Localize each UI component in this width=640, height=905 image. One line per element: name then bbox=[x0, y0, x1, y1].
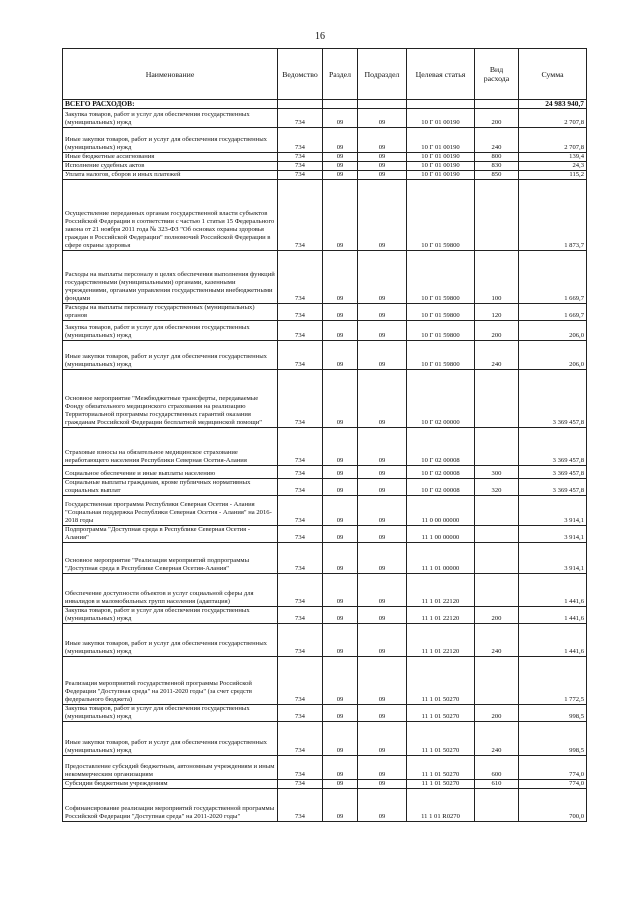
cell-target: 10 Г 01 59800 bbox=[407, 180, 475, 251]
cell-sum: 700,0 bbox=[519, 789, 587, 822]
cell-dept: 734 bbox=[278, 153, 323, 162]
cell-subsection: 09 bbox=[358, 526, 407, 543]
table-row bbox=[63, 780, 587, 789]
cell-type: 120 bbox=[475, 304, 519, 321]
cell-subsection: 09 bbox=[358, 466, 407, 479]
cell-type: 800 bbox=[475, 153, 519, 162]
cell-type bbox=[475, 370, 519, 428]
header-subsection: Подраздел bbox=[358, 49, 407, 100]
cell-subsection: 09 bbox=[358, 574, 407, 607]
cell-name: Закупка товаров, работ и услуг для обеспечения государственных (муниципальных) нужд bbox=[63, 321, 278, 341]
cell-section: 09 bbox=[323, 526, 358, 543]
cell-type: 200 bbox=[475, 705, 519, 722]
cell-section: 09 bbox=[323, 341, 358, 370]
table-row bbox=[63, 370, 587, 428]
cell-subsection: 09 bbox=[358, 756, 407, 780]
cell-name: Подпрограмма "Доступная среда в Республике Северная Осетия - Алания" bbox=[63, 526, 278, 543]
cell-subsection: 09 bbox=[358, 341, 407, 370]
cell-name: Уплата налогов, сборов и иных платежей bbox=[63, 171, 278, 180]
cell-name: Государственная программа Республики Северная Осетия - Алания "Социальная поддержка Республики Северная Осетия - Алания" на 2016-2018 годы bbox=[63, 496, 278, 526]
cell-section: 09 bbox=[323, 370, 358, 428]
cell-type: 600 bbox=[475, 756, 519, 780]
cell-name: Субсидии бюджетным учреждениям bbox=[63, 780, 278, 789]
cell-subsection: 09 bbox=[358, 180, 407, 251]
cell-sum: 3 914,1 bbox=[519, 543, 587, 574]
cell-sum: 1 873,7 bbox=[519, 180, 587, 251]
cell-section: 09 bbox=[323, 321, 358, 341]
cell-section bbox=[323, 100, 358, 109]
budget-table bbox=[62, 48, 587, 822]
cell-dept: 734 bbox=[278, 479, 323, 496]
cell-subsection: 09 bbox=[358, 624, 407, 657]
cell-target: 10 Г 01 59800 bbox=[407, 341, 475, 370]
cell-section: 09 bbox=[323, 479, 358, 496]
cell-dept: 734 bbox=[278, 526, 323, 543]
cell-dept: 734 bbox=[278, 780, 323, 789]
cell-section: 09 bbox=[323, 657, 358, 705]
cell-type: 200 bbox=[475, 321, 519, 341]
table-row bbox=[63, 722, 587, 756]
cell-type: 830 bbox=[475, 162, 519, 171]
cell-dept: 734 bbox=[278, 722, 323, 756]
cell-section: 09 bbox=[323, 722, 358, 756]
cell-target: 10 Г 02 00008 bbox=[407, 466, 475, 479]
cell-subsection: 09 bbox=[358, 496, 407, 526]
header-name: Наименование bbox=[63, 49, 278, 100]
cell-sum: 206,0 bbox=[519, 341, 587, 370]
cell-subsection: 09 bbox=[358, 370, 407, 428]
table-row bbox=[63, 428, 587, 466]
cell-section: 09 bbox=[323, 171, 358, 180]
cell-section: 09 bbox=[323, 789, 358, 822]
cell-target: 11 1 01 50270 bbox=[407, 722, 475, 756]
cell-sum: 206,0 bbox=[519, 321, 587, 341]
cell-target: 10 Г 01 00190 bbox=[407, 162, 475, 171]
cell-name: Софинансирование реализации мероприятий государственной программы Российской Федерации "Доступная среда" на 2011-2020 годы" bbox=[63, 789, 278, 822]
table-row bbox=[63, 705, 587, 722]
cell-type: 850 bbox=[475, 171, 519, 180]
cell-section: 09 bbox=[323, 162, 358, 171]
cell-dept: 734 bbox=[278, 109, 323, 128]
cell-target: 11 1 01 50270 bbox=[407, 756, 475, 780]
cell-type: 610 bbox=[475, 780, 519, 789]
cell-subsection bbox=[358, 100, 407, 109]
cell-target: 11 1 01 R0270 bbox=[407, 789, 475, 822]
cell-type: 240 bbox=[475, 341, 519, 370]
cell-sum: 3 914,1 bbox=[519, 496, 587, 526]
cell-dept: 734 bbox=[278, 466, 323, 479]
cell-name: Основное мероприятие "Реализация мероприятий подпрограммы "Доступная среда в Республике Северная Осетия-Алания" bbox=[63, 543, 278, 574]
cell-type: 300 bbox=[475, 466, 519, 479]
cell-dept: 734 bbox=[278, 251, 323, 304]
cell-sum: 1 669,7 bbox=[519, 251, 587, 304]
table-row bbox=[63, 789, 587, 822]
cell-subsection: 09 bbox=[358, 428, 407, 466]
table-row bbox=[63, 526, 587, 543]
cell-subsection: 09 bbox=[358, 789, 407, 822]
cell-type: 320 bbox=[475, 479, 519, 496]
cell-name: Социальное обеспечение и иные выплаты населению bbox=[63, 466, 278, 479]
table-header-row bbox=[63, 49, 587, 100]
cell-name: Закупка товаров, работ и услуг для обеспечения государственных (муниципальных) нужд bbox=[63, 109, 278, 128]
cell-sum: 24 983 940,7 bbox=[519, 100, 587, 109]
cell-target: 11 1 01 00000 bbox=[407, 543, 475, 574]
cell-sum: 3 369 457,8 bbox=[519, 428, 587, 466]
header-target: Целевая статья bbox=[407, 49, 475, 100]
cell-sum: 998,5 bbox=[519, 705, 587, 722]
cell-name: Обеспечение доступности объектов и услуг социальной сферы для инвалидов и маломобильных групп населения (адаптация) bbox=[63, 574, 278, 607]
cell-sum: 998,5 bbox=[519, 722, 587, 756]
table-row bbox=[63, 109, 587, 128]
cell-dept: 734 bbox=[278, 162, 323, 171]
cell-section: 09 bbox=[323, 153, 358, 162]
table-row bbox=[63, 543, 587, 574]
cell-type bbox=[475, 789, 519, 822]
cell-dept: 734 bbox=[278, 171, 323, 180]
cell-type: 240 bbox=[475, 624, 519, 657]
cell-type bbox=[475, 543, 519, 574]
cell-section: 09 bbox=[323, 304, 358, 321]
header-dept: Ведомство bbox=[278, 49, 323, 100]
cell-name: Расходы на выплаты персоналу государственных (муниципальных) органов bbox=[63, 304, 278, 321]
table-row bbox=[63, 624, 587, 657]
cell-target: 11 0 00 00000 bbox=[407, 496, 475, 526]
cell-dept bbox=[278, 100, 323, 109]
cell-type: 240 bbox=[475, 128, 519, 153]
cell-sum: 139,4 bbox=[519, 153, 587, 162]
cell-target: 10 Г 01 00190 bbox=[407, 171, 475, 180]
cell-sum: 774,0 bbox=[519, 756, 587, 780]
cell-sum: 3 914,1 bbox=[519, 526, 587, 543]
cell-sum: 774,0 bbox=[519, 780, 587, 789]
cell-dept: 734 bbox=[278, 756, 323, 780]
cell-name: Исполнение судебных актов bbox=[63, 162, 278, 171]
cell-section: 09 bbox=[323, 607, 358, 624]
header-section: Раздел bbox=[323, 49, 358, 100]
cell-type bbox=[475, 180, 519, 251]
cell-target: 11 1 01 50270 bbox=[407, 780, 475, 789]
table-row bbox=[63, 128, 587, 153]
cell-sum: 2 707,8 bbox=[519, 128, 587, 153]
cell-subsection: 09 bbox=[358, 304, 407, 321]
cell-sum: 115,2 bbox=[519, 171, 587, 180]
cell-target: 10 Г 01 00190 bbox=[407, 128, 475, 153]
cell-type bbox=[475, 428, 519, 466]
cell-section: 09 bbox=[323, 251, 358, 304]
cell-type bbox=[475, 574, 519, 607]
cell-type bbox=[475, 100, 519, 109]
cell-name: Предоставление субсидий бюджетным, автономным учреждениям и иным некоммерческим организациям bbox=[63, 756, 278, 780]
table-row bbox=[63, 321, 587, 341]
cell-subsection: 09 bbox=[358, 705, 407, 722]
table-row bbox=[63, 153, 587, 162]
cell-dept: 734 bbox=[278, 370, 323, 428]
cell-sum: 1 669,7 bbox=[519, 304, 587, 321]
cell-type: 100 bbox=[475, 251, 519, 304]
cell-dept: 734 bbox=[278, 321, 323, 341]
table-row bbox=[63, 251, 587, 304]
cell-target: 10 Г 01 59800 bbox=[407, 321, 475, 341]
page-number: 16 bbox=[315, 31, 325, 42]
cell-subsection: 09 bbox=[358, 321, 407, 341]
cell-sum: 1 772,5 bbox=[519, 657, 587, 705]
cell-target: 11 1 01 50270 bbox=[407, 657, 475, 705]
cell-target: 11 1 01 22120 bbox=[407, 574, 475, 607]
cell-type bbox=[475, 657, 519, 705]
cell-name: Иные закупки товаров, работ и услуг для обеспечения государственных (муниципальных) нужд bbox=[63, 341, 278, 370]
cell-type: 200 bbox=[475, 607, 519, 624]
cell-name: Осуществление переданных органам государственной власти субъектов Российской Федерации в соответствии с частью 1 статьи 15 Федерального закона от 21 ноября 2011 года № 323-ФЗ "Об основах охраны здоровья граждан в Российской Федерации" полномочий Российской Федерации в сфере охраны здоровья bbox=[63, 180, 278, 251]
cell-dept: 734 bbox=[278, 128, 323, 153]
cell-section: 09 bbox=[323, 180, 358, 251]
cell-section: 09 bbox=[323, 428, 358, 466]
cell-type: 200 bbox=[475, 109, 519, 128]
cell-section: 09 bbox=[323, 756, 358, 780]
cell-section: 09 bbox=[323, 780, 358, 789]
cell-subsection: 09 bbox=[358, 171, 407, 180]
cell-sum: 2 707,8 bbox=[519, 109, 587, 128]
cell-dept: 734 bbox=[278, 607, 323, 624]
cell-name: Социальные выплаты гражданам, кроме публичных нормативных социальных выплат bbox=[63, 479, 278, 496]
cell-subsection: 09 bbox=[358, 251, 407, 304]
cell-subsection: 09 bbox=[358, 479, 407, 496]
cell-type: 240 bbox=[475, 722, 519, 756]
cell-target: 10 Г 01 59800 bbox=[407, 251, 475, 304]
cell-subsection: 09 bbox=[358, 657, 407, 705]
table-row bbox=[63, 496, 587, 526]
cell-subsection: 09 bbox=[358, 162, 407, 171]
cell-sum: 1 441,6 bbox=[519, 574, 587, 607]
cell-target: 11 1 00 00000 bbox=[407, 526, 475, 543]
cell-subsection: 09 bbox=[358, 109, 407, 128]
cell-name: Иные закупки товаров, работ и услуг для обеспечения государственных (муниципальных) нужд bbox=[63, 722, 278, 756]
cell-name: Закупка товаров, работ и услуг для обеспечения государственных (муниципальных) нужд bbox=[63, 705, 278, 722]
cell-target: 10 Г 02 00000 bbox=[407, 370, 475, 428]
cell-dept: 734 bbox=[278, 624, 323, 657]
cell-section: 09 bbox=[323, 496, 358, 526]
total-row bbox=[63, 100, 587, 109]
cell-name: Основное мероприятие "Межбюджетные трансферты, передаваемые Фонду обязательного медицинского страхования на реализацию Территориальной программы государственных гарантий оказания гражданам Российской Федерации бесплатной медицинской помощи" bbox=[63, 370, 278, 428]
cell-dept: 734 bbox=[278, 428, 323, 466]
cell-subsection: 09 bbox=[358, 128, 407, 153]
table-row bbox=[63, 304, 587, 321]
cell-subsection: 09 bbox=[358, 780, 407, 789]
cell-dept: 734 bbox=[278, 496, 323, 526]
cell-sum: 1 441,6 bbox=[519, 624, 587, 657]
cell-dept: 734 bbox=[278, 543, 323, 574]
cell-sum: 3 369 457,8 bbox=[519, 370, 587, 428]
cell-target bbox=[407, 100, 475, 109]
cell-section: 09 bbox=[323, 624, 358, 657]
cell-sum: 3 369 457,8 bbox=[519, 479, 587, 496]
cell-target: 10 Г 01 00190 bbox=[407, 109, 475, 128]
cell-name: Страховые взносы на обязательное медицинское страхование неработающего населения Республики Северная Осетия-Алания bbox=[63, 428, 278, 466]
table-row bbox=[63, 756, 587, 780]
table-row bbox=[63, 657, 587, 705]
table-row bbox=[63, 607, 587, 624]
cell-sum: 24,3 bbox=[519, 162, 587, 171]
table-row bbox=[63, 574, 587, 607]
cell-target: 10 Г 01 00190 bbox=[407, 153, 475, 162]
cell-dept: 734 bbox=[278, 180, 323, 251]
cell-name: Иные закупки товаров, работ и услуг для обеспечения государственных (муниципальных) нужд bbox=[63, 128, 278, 153]
cell-section: 09 bbox=[323, 128, 358, 153]
cell-name: Иные бюджетные ассигнования bbox=[63, 153, 278, 162]
cell-dept: 734 bbox=[278, 574, 323, 607]
cell-name: Закупка товаров, работ и услуг для обеспечения государственных (муниципальных) нужд bbox=[63, 607, 278, 624]
cell-section: 09 bbox=[323, 543, 358, 574]
cell-dept: 734 bbox=[278, 705, 323, 722]
cell-target: 10 Г 02 00008 bbox=[407, 479, 475, 496]
cell-section: 09 bbox=[323, 466, 358, 479]
cell-subsection: 09 bbox=[358, 153, 407, 162]
cell-type bbox=[475, 526, 519, 543]
cell-sum: 3 369 457,8 bbox=[519, 466, 587, 479]
cell-section: 09 bbox=[323, 574, 358, 607]
cell-target: 11 1 01 50270 bbox=[407, 705, 475, 722]
cell-dept: 734 bbox=[278, 657, 323, 705]
cell-type bbox=[475, 496, 519, 526]
cell-section: 09 bbox=[323, 705, 358, 722]
table-row bbox=[63, 162, 587, 171]
cell-dept: 734 bbox=[278, 341, 323, 370]
cell-name: ВСЕГО РАСХОДОВ: bbox=[63, 100, 278, 109]
cell-target: 10 Г 01 59800 bbox=[407, 304, 475, 321]
cell-target: 11 1 01 22120 bbox=[407, 624, 475, 657]
cell-subsection: 09 bbox=[358, 607, 407, 624]
cell-sum: 1 441,6 bbox=[519, 607, 587, 624]
cell-section: 09 bbox=[323, 109, 358, 128]
cell-name: Расходы на выплаты персоналу в целях обеспечения выполнения функций государственными (муниципальными) органами, казенными учреждениями, органами управления государственными внебюджетными фондами bbox=[63, 251, 278, 304]
header-type: Вид расхода bbox=[475, 49, 519, 100]
cell-name: Реализация мероприятий государственной программы Российской Федерации "Доступная среда" на 2011-2020 годы" (за счет средств федерального бюджета) bbox=[63, 657, 278, 705]
table-row bbox=[63, 171, 587, 180]
cell-target: 11 1 01 22120 bbox=[407, 607, 475, 624]
header-sum: Сумма bbox=[519, 49, 587, 100]
table-row bbox=[63, 479, 587, 496]
table-row bbox=[63, 341, 587, 370]
cell-name: Иные закупки товаров, работ и услуг для обеспечения государственных (муниципальных) нужд bbox=[63, 624, 278, 657]
cell-subsection: 09 bbox=[358, 722, 407, 756]
cell-dept: 734 bbox=[278, 789, 323, 822]
table-row bbox=[63, 180, 587, 251]
table-row bbox=[63, 466, 587, 479]
cell-subsection: 09 bbox=[358, 543, 407, 574]
cell-dept: 734 bbox=[278, 304, 323, 321]
cell-target: 10 Г 02 00008 bbox=[407, 428, 475, 466]
